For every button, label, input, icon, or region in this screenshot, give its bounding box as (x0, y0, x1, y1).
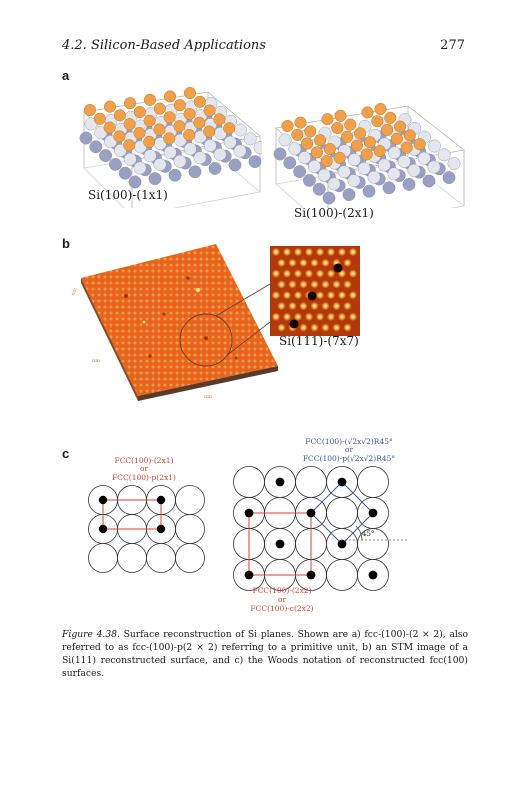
surface-atom (354, 128, 366, 140)
substrate-atom (358, 467, 389, 498)
surface-atom (214, 114, 226, 126)
stm-label: Si(111)-(7x7) (279, 334, 359, 348)
stm-spot (288, 280, 296, 288)
bulk-atom (244, 133, 256, 145)
surface-atom (114, 131, 126, 143)
bulk-atom (338, 166, 350, 178)
stm-spot (288, 259, 296, 267)
adsorbate-atom (99, 525, 107, 533)
surface-atom (401, 142, 413, 154)
stm-spot (316, 269, 324, 277)
stm-spot (283, 291, 291, 299)
bulk-atom (214, 148, 226, 160)
subsurface-atom (109, 158, 121, 170)
surface-atom (381, 124, 393, 136)
stm-defect (308, 292, 317, 301)
surface-atom (163, 133, 175, 145)
surface-atom (375, 103, 387, 115)
subsurface-atom (313, 183, 325, 195)
stm-spot (277, 323, 285, 331)
substrate-atom (147, 544, 176, 573)
stm-spot (343, 280, 351, 288)
subsurface-atom (303, 174, 315, 186)
stm-spot (343, 302, 351, 310)
surface-atom (292, 129, 304, 141)
bulk-atom (428, 140, 440, 152)
stm-spot (299, 302, 307, 310)
bulk-atom (358, 162, 370, 174)
subsurface-atom (169, 169, 181, 181)
stm-spot (299, 259, 307, 267)
stm-defect (290, 320, 299, 329)
stm-spot (283, 313, 291, 321)
stm-spot (343, 259, 351, 267)
bulk-atom (428, 161, 440, 173)
stm-panel (66, 238, 476, 420)
subsurface-atom (189, 166, 201, 178)
stm-spot (288, 302, 296, 310)
adsorbate-atom (369, 571, 378, 580)
right-blue-or: or (344, 445, 354, 454)
subsurface-atom (249, 155, 261, 167)
subsurface-atom (383, 182, 395, 194)
stm-axis-label-3: nm (204, 394, 212, 400)
stm-spot (327, 313, 335, 321)
figure-ref: Figure 4.38. (62, 629, 120, 640)
substrate-atom (176, 544, 205, 573)
surface-atom (391, 133, 403, 145)
subsurface-atom (229, 159, 241, 171)
stm-spot (349, 313, 357, 321)
surface-atom (144, 115, 156, 127)
bulk-atom (224, 136, 236, 148)
bulk-atom (438, 149, 450, 161)
caption-text: Surface reconstruction of Si planes. Shown are a) fcc-(100)-(2 × 2), also referred to as fcc-(100)-p(2 × 2) referring to a primitive unit, b) an STM image of a Si(111) reconstructed surface, and c) the Woods notation of reconstructed fcc(100) surfaces. (62, 629, 469, 680)
adsorbate-atom (99, 496, 107, 504)
bulk-atom (254, 141, 262, 153)
panel-a-letter: a (62, 68, 70, 83)
stm-axis-label-2: nm (92, 358, 100, 364)
stm-spot (349, 269, 357, 277)
surface-atom (164, 112, 176, 124)
stm-spot (338, 248, 346, 256)
adsorbate-atom (245, 571, 254, 580)
surface-atom (324, 143, 336, 155)
surface-atom (134, 106, 146, 118)
surface-atom (143, 136, 155, 148)
surface-atom (184, 87, 196, 99)
surface-atom (174, 120, 186, 132)
bulk-atom (378, 159, 390, 171)
right-blue-line1: FCC(100)-(√2x√2)R45° (305, 437, 393, 446)
stm-spot (316, 291, 324, 299)
surface-atom (385, 112, 397, 124)
bulk-atom (289, 143, 301, 155)
surface-atom (364, 136, 376, 148)
stm-spot (321, 323, 329, 331)
subsurface-atom (149, 172, 161, 184)
stm-axis-label-1: nm (70, 287, 79, 297)
surface-atom (361, 149, 373, 161)
stm-spot (338, 313, 346, 321)
stm-spot (310, 323, 318, 331)
subsurface-atom (119, 167, 131, 179)
stm-spot (294, 269, 302, 277)
stm-spot (277, 259, 285, 267)
stm-spot (310, 280, 318, 288)
bulk-atom (448, 157, 460, 169)
bulk-atom (348, 153, 360, 165)
surface-atom (341, 131, 353, 143)
subsurface-atom (363, 185, 375, 197)
surface-atom (223, 122, 235, 134)
angle-label: 45° (362, 530, 375, 538)
subsurface-atom (209, 162, 221, 174)
stm-spot (327, 248, 335, 256)
surface-atom (414, 138, 426, 150)
stm-spot (272, 248, 280, 256)
surface-atom (114, 110, 126, 122)
surface-atom (204, 105, 216, 117)
bulk-atom (174, 155, 186, 167)
subsurface-atom (274, 148, 286, 160)
subsurface-atom (403, 178, 415, 190)
bulk-atom (308, 160, 320, 172)
woods-notation-diagram (60, 430, 480, 620)
surface-atom (124, 97, 136, 109)
stm-spot (272, 313, 280, 321)
bulk-atom (418, 152, 430, 164)
surface-atom (123, 139, 135, 151)
bulk-atom (388, 147, 400, 159)
bulk-atom (234, 124, 246, 136)
surface-atom (305, 126, 317, 138)
left-title-or: or (139, 464, 149, 473)
substrate-atom (234, 467, 265, 498)
surface-atom (154, 103, 166, 115)
substrate-atom (89, 544, 118, 573)
stm-spot (277, 280, 285, 288)
surface-atom (345, 119, 357, 131)
subsurface-atom (129, 176, 141, 188)
surface-atom (351, 140, 363, 152)
surface-atom (194, 96, 206, 108)
stm-spot (283, 269, 291, 277)
bulk-atom (328, 178, 340, 190)
adsorbate-atom (157, 496, 165, 504)
bulk-atom (318, 169, 330, 181)
bulk-atom (154, 158, 166, 170)
left-title-line2: FCC(100)-p(2x1) (112, 473, 176, 482)
bulk-atom (194, 152, 206, 164)
adsorbate-atom (276, 540, 285, 549)
surface-atom (314, 134, 326, 146)
substrate-atom (327, 498, 358, 529)
running-head: 4.2. Silicon-Based Applications (62, 38, 266, 53)
substrate-atom (176, 486, 205, 515)
surface-atom (295, 117, 307, 129)
bulk-atom (234, 145, 246, 157)
stm-spot (321, 259, 329, 267)
subsurface-atom (90, 141, 102, 153)
si100-1x1-label: Si(100)-(1x1) (88, 188, 168, 202)
si100-2x1-model (268, 78, 473, 208)
stm-spot (349, 248, 357, 256)
stm-spot (310, 302, 318, 310)
adsorbate-atom (369, 509, 378, 518)
bottom-red-line2: FCC(100)-c(2x2) (250, 604, 314, 613)
subsurface-atom (284, 157, 296, 169)
substrate-atom (296, 467, 327, 498)
stm-spot (277, 302, 285, 310)
stm-spot (272, 291, 280, 299)
stm-spot (349, 291, 357, 299)
stm-spot (332, 302, 340, 310)
substrate-atom (176, 515, 205, 544)
stm-spot (321, 280, 329, 288)
figure-caption (62, 628, 468, 680)
stm-spot (299, 280, 307, 288)
stm-spot (332, 280, 340, 288)
stm-spot (310, 259, 318, 267)
bottom-red-or: or (277, 595, 287, 604)
stm-spot (305, 269, 313, 277)
bulk-atom (279, 134, 291, 146)
adsorbate-atom (338, 540, 347, 549)
stm-spot (305, 313, 313, 321)
bulk-atom (368, 171, 380, 183)
surface-atom (183, 129, 195, 141)
subsurface-atom (99, 149, 111, 161)
panel-b-letter: b (62, 236, 70, 251)
surface-atom (174, 99, 186, 111)
stm-spot (294, 248, 302, 256)
bulk-atom (388, 168, 400, 180)
si100-2x1-label: Si(100)-(2x1) (294, 206, 374, 220)
stm-spot (332, 323, 340, 331)
surface-atom (322, 113, 334, 125)
surface-atom (194, 117, 206, 129)
adsorbate-atom (307, 509, 316, 518)
bulk-atom (134, 162, 146, 174)
bulk-atom (398, 155, 410, 167)
right-blue-line2: FCC(100)-p(√2x√2)R45° (302, 454, 396, 463)
surface-atom (104, 122, 116, 134)
stm-spot (338, 291, 346, 299)
bulk-atom (408, 164, 420, 176)
left-title-line1: FCC(100)-(2x1) (114, 456, 174, 465)
subsurface-atom (423, 175, 435, 187)
surface-atom (332, 122, 344, 134)
surface-atom (134, 127, 146, 139)
stm-spot (316, 313, 324, 321)
surface-atom (334, 152, 346, 164)
page-number: 277 (440, 38, 465, 53)
surface-atom (184, 108, 196, 120)
surface-atom (362, 107, 374, 119)
bulk-atom (204, 139, 216, 151)
stm-spot (327, 269, 335, 277)
stm-spot (327, 291, 335, 299)
surface-atom (124, 118, 136, 130)
stm-spot (272, 269, 280, 277)
stm-spot (321, 302, 329, 310)
stm-defect (334, 264, 343, 273)
adsorbate-atom (276, 478, 285, 487)
bulk-atom (124, 153, 136, 165)
surface-atom (203, 126, 215, 138)
surface-atom (394, 121, 406, 133)
bulk-atom (164, 146, 176, 158)
substrate-atom (327, 560, 358, 591)
stm-spot (283, 248, 291, 256)
substrate-atom (118, 544, 147, 573)
surface-atom (84, 104, 96, 116)
subsurface-atom (323, 192, 335, 204)
surface-atom (94, 113, 106, 125)
surface-atom (335, 110, 347, 122)
subsurface-atom (443, 171, 455, 183)
bottom-red-line1: FCC(100)-(2x2) (252, 586, 312, 595)
stm-spot (343, 323, 351, 331)
surface-atom (154, 124, 166, 136)
adsorbate-atom (307, 571, 316, 580)
bulk-atom (144, 150, 156, 162)
surface-atom (164, 91, 176, 103)
surface-atom (374, 145, 386, 157)
adsorbate-atom (245, 509, 254, 518)
surface-atom (321, 155, 333, 167)
bulk-atom (348, 174, 360, 186)
surface-atom (404, 130, 416, 142)
subsurface-atom (343, 188, 355, 200)
surface-atom (104, 101, 116, 113)
adsorbate-atom (338, 478, 347, 487)
stm-spot (305, 248, 313, 256)
stm-spot (316, 248, 324, 256)
stm-spot (294, 291, 302, 299)
bulk-atom (184, 143, 196, 155)
subsurface-atom (293, 165, 305, 177)
panel-c-letter: c (62, 446, 70, 461)
stm-spot (299, 323, 307, 331)
surface-atom (311, 147, 323, 159)
adsorbate-atom (157, 525, 165, 533)
surface-atom (372, 115, 384, 127)
surface-atom (282, 120, 294, 132)
surface-atom (301, 138, 313, 150)
subsurface-atom (80, 132, 92, 144)
bulk-atom (298, 151, 310, 163)
surface-atom (144, 94, 156, 106)
